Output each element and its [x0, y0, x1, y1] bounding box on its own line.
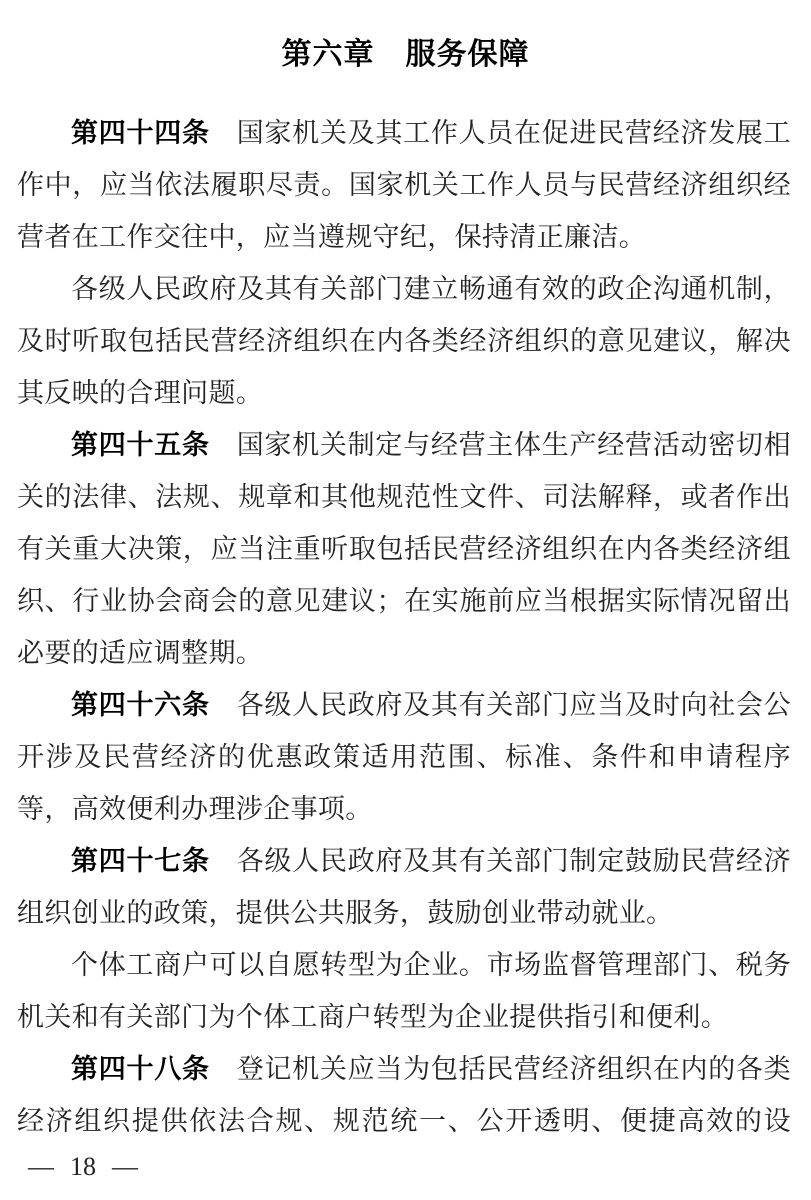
- article-number: 第四十五条: [71, 430, 210, 460]
- paragraph: [17, 939, 791, 1043]
- text-line: 关的法律、法规、规章和其他规范性文件、司法解释，或者作出: [17, 482, 791, 512]
- page-footer: [28, 1152, 138, 1182]
- text-line: 营者在工作交往中，应当遵规守纪，保持清正廉洁。: [17, 222, 647, 252]
- line-text: 国家机关及其工作人员在促进民营经济发展工: [236, 118, 792, 148]
- text-line: [17, 1043, 791, 1095]
- footer-dash-left: —: [28, 1152, 54, 1181]
- line-text: 各级人民政府及其有关部门制定鼓励民营经济: [236, 846, 792, 876]
- text-line: 各级人民政府及其有关部门建立畅通有效的政企沟通机制，: [71, 274, 791, 304]
- line-text: 各级人民政府及其有关部门应当及时向社会公: [236, 690, 792, 720]
- text-line: 个体工商户可以自愿转型为企业。市场监督管理部门、税务: [71, 950, 791, 980]
- text-line: 及时听取包括民营经济组织在内各类经济组织的意见建议，解决: [17, 326, 791, 356]
- text-line: 机关和有关部门为个体工商户转型为企业提供指引和便利。: [17, 1002, 729, 1032]
- article-number: 第四十八条: [71, 1054, 210, 1084]
- paragraph: [17, 419, 791, 679]
- paragraph: [17, 263, 791, 419]
- article-number: 第四十六条: [71, 690, 210, 720]
- line-text: 国家机关制定与经营主体生产经营活动密切相: [236, 430, 792, 460]
- paragraph: [17, 679, 791, 835]
- page-number: 18: [70, 1152, 96, 1181]
- line-text: 登记机关应当为包括民营经济组织在内的各类: [236, 1054, 792, 1084]
- footer-dash-right: —: [112, 1152, 138, 1181]
- text-line: [17, 835, 791, 887]
- text-line: 等，高效便利办理涉企事项。: [17, 794, 373, 824]
- text-line: 织、行业协会商会的意见建议；在实施前应当根据实际情况留出: [17, 586, 791, 616]
- text-line: 有关重大决策，应当注重听取包括民营经济组织在内各类经济组: [17, 534, 791, 564]
- text-line: 必要的适应调整期。: [17, 638, 264, 668]
- document-body: [17, 107, 791, 1147]
- text-line: 组织创业的政策，提供公共服务，鼓励创业带动就业。: [17, 898, 674, 928]
- text-line: [17, 419, 791, 471]
- article-number: 第四十七条: [71, 846, 210, 876]
- chapter-title: 第六章 服务保障: [281, 38, 530, 71]
- text-line: [17, 679, 791, 731]
- paragraph: [17, 835, 791, 939]
- paragraph: [17, 107, 791, 263]
- article-number: 第四十四条: [71, 118, 210, 148]
- text-line: [17, 107, 791, 159]
- text-line: 作中，应当依法履职尽责。国家机关工作人员与民营经济组织经: [17, 170, 791, 200]
- text-line: 其反映的合理问题。: [17, 378, 264, 408]
- text-line: 开涉及民营经济的优惠政策适用范围、标准、条件和申请程序: [17, 742, 791, 772]
- paragraph: [17, 1043, 791, 1147]
- text-line: 经济组织提供依法合规、规范统一、公开透明、便捷高效的设: [17, 1106, 791, 1136]
